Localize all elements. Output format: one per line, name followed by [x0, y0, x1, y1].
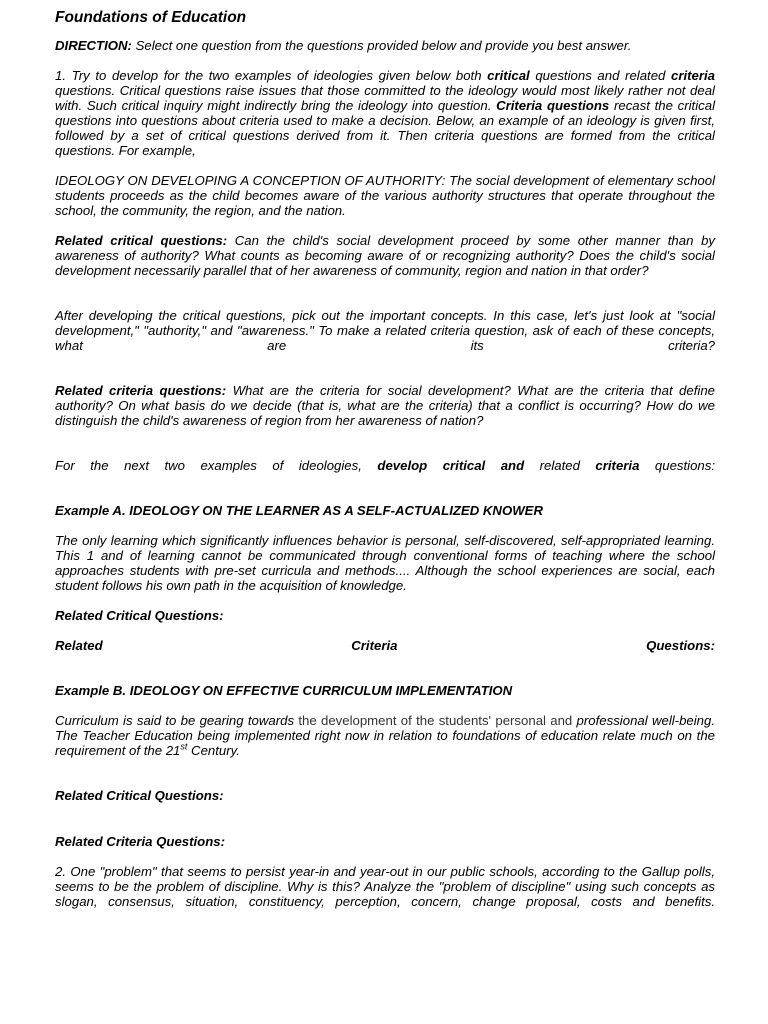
page-title: Foundations of Education — [55, 9, 247, 26]
related-criteria-label: Related criteria questions: — [55, 383, 227, 398]
q1-bold-critical: critical — [487, 68, 530, 83]
example-a-paragraph: The only learning which significantly influences behavior is personal, self-discovered, self-appropriated learning. This 1 and of learning cannot be communicated through conventional forms of teaching where the school approaches students with pre-set curricula and methods.... Although the school experiences are social, each student follows his own path in the acquisition of knowledge. — [55, 533, 715, 593]
q1-text-3: questions. Critical questions raise issues that those committed to the ideology would most likely rather not deal with. Such critical inquiry might indirectly bring the ideology into question. — [55, 83, 715, 113]
next-two-bold-1: develop critical and — [377, 458, 525, 473]
example-a-related-criteria — [55, 638, 715, 653]
next-two-text-1: For the next two examples of ideologies, — [55, 458, 378, 473]
related-criteria-questions-paragraph — [55, 383, 715, 428]
next-two-text-3: questions: — [639, 458, 716, 473]
direction-text: Select one question from the questions provided below and provide you best answer. — [131, 38, 632, 53]
q1-text-4: recast the critical questions into questions about criteria used to make a decision. Below, an example of an ideology is given first, followed by a set of critical questions derived from it. Then criteria questions are formed from the critical questions. For example, — [55, 98, 715, 158]
example-b-superscript: st — [180, 741, 188, 752]
question-1-paragraph — [55, 68, 715, 158]
related-critical-questions-paragraph — [55, 233, 715, 278]
example-a-related-critical: Related Critical Questions: — [55, 608, 224, 623]
example-b-text-3: professional well-being. The Teacher Education being implemented right now in relation to foundations of education relate much on the requirement of the 21 — [55, 713, 715, 758]
document-page — [55, 8, 715, 909]
after-developing-paragraph: After developing the critical questions, pick out the important concepts. In this case, let's just look at "social development," "authority," and "awareness." To make a related criteria question, ask of each of these concepts, what are its criteria? — [55, 308, 715, 353]
next-two-text-2: related — [524, 458, 596, 473]
example-b-related-criteria: Related Criteria Questions: — [55, 834, 226, 849]
example-b-paragraph — [55, 713, 715, 758]
criteria-word-related: Related — [55, 638, 103, 653]
example-b-text-2: the development of the students' personal and — [298, 713, 573, 728]
next-two-bold-2: criteria — [595, 458, 640, 473]
direction-paragraph — [55, 38, 715, 53]
question-2-paragraph: 2. One "problem" that seems to persist year-in and year-out in our public schools, according to the Gallup polls, seems to be the problem of discipline. Why is this? Analyze the "problem of discipline" using such concepts as slogan, consensus, situation, constituency, perception, concern, change proposal, costs and benefits. — [55, 864, 715, 909]
related-critical-text: Can the child's social development proceed by some other manner than by awareness of authority? What counts as becoming aware of or recognizing authority? Does the child's social development necessarily parallel that of her awareness of community, region and nation in that order? — [55, 233, 716, 278]
q1-text-2: questions and related — [529, 68, 672, 83]
criteria-word-questions: Questions: — [646, 638, 715, 653]
example-b-related-critical: Related Critical Questions: — [55, 788, 224, 803]
ideology-authority-paragraph: IDEOLOGY ON DEVELOPING A CONCEPTION OF AUTHORITY: The social development of elementary school students proceeds as the child becomes aware of the various authority structures that operate throughout the school, the community, the region, and the nation. — [55, 173, 715, 218]
direction-label: DIRECTION: — [55, 38, 132, 53]
q1-bold-criteria: criteria — [671, 68, 716, 83]
q1-bold-criteria-questions: Criteria questions — [496, 98, 610, 113]
example-b-heading: Example B. IDEOLOGY ON EFFECTIVE CURRICULUM IMPLEMENTATION — [55, 683, 513, 698]
criteria-word-criteria: Criteria — [351, 638, 398, 653]
next-two-examples-paragraph — [55, 458, 715, 473]
example-a-heading: Example A. IDEOLOGY ON THE LEARNER AS A SELF-ACTUALIZED KNOWER — [55, 503, 543, 518]
example-b-text-1: Curriculum is said to be gearing towards — [55, 713, 299, 728]
related-critical-label: Related critical questions: — [55, 233, 228, 248]
related-criteria-text: What are the criteria for social development? What are the criteria that define authority? On what basis do we decide (that is, what are the criteria) that a conflict is occurring? How do we distinguish the child's awareness of region from her awareness of nation? — [55, 383, 715, 428]
example-b-text-4: Century. — [187, 743, 240, 758]
q1-text-1: 1. Try to develop for the two examples of ideologies given below both — [55, 68, 488, 83]
